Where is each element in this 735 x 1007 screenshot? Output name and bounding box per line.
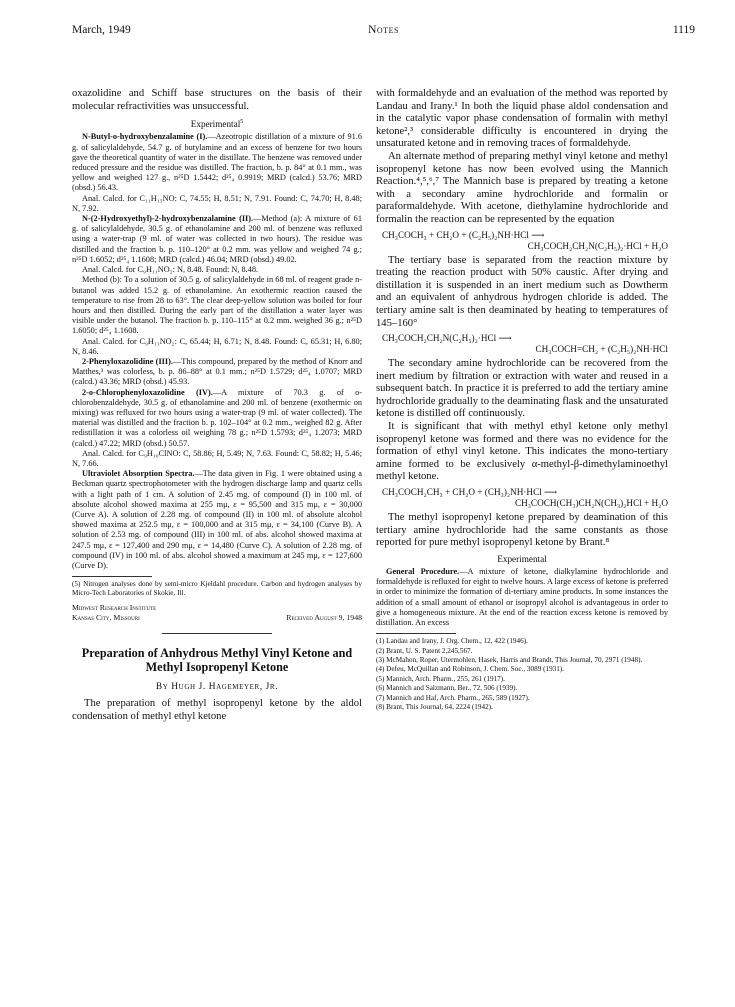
compound-iii-paragraph: 2-Phenyloxazolidine (III).—This compound, prepared by the method of Knorr and Matthes,³ was colorless, b. p. 86–88° at 0.1 mm.; n²⁵D 1.5729; d²⁵₄ 1.0707; MRD (calcd.) 43.36; MRD (obsd.) 45.93.	[72, 356, 362, 387]
body-paragraph-2: An alternate method of preparing methyl vinyl ketone and methyl isopropenyl ketone has now been evolved using the Mannich Reaction.⁴,⁵,⁶,⁷ The Mannich base is prepared by treating a ketone with a secondary amine hydrochloride and formalin or paraformaldehyde. With acetone, diethylamine hydrochloride and formalin the reaction can be represented by the equation	[376, 150, 668, 225]
reference-item: (6) Mannich and Salzmann, Ber., 72, 506 (1939).	[376, 684, 518, 693]
body-paragraph-3: The tertiary base is separated from the reaction mixture by treating the reaction product with 50% caustic. After drying and distillation it is suspended in an inert medium such as Dowtherm and an equivalent of anhydrous hydrogen chloride is added. The tertiary amine salt is then deaminated by heating to temperatures of 145–160°	[376, 254, 668, 329]
footnote-divider	[72, 576, 152, 577]
reference-item: (8) Brant, This Journal, 64, 2224 (1942).	[376, 703, 493, 712]
experimental-heading-2: Experimental	[497, 553, 547, 564]
body-paragraph-4: The secondary amine hydrochloride can be recovered from the inert medium by filtration or extraction with water and reused in a subsequent batch. In practice it is preferred to add the tertiary amine hydrochloride gradually to the deaminating flask and the unsaturated ketone is distilled off continuously.	[376, 358, 668, 420]
received-date: Received August 9, 1948	[286, 612, 362, 622]
references-list	[376, 637, 668, 712]
general-procedure-paragraph: General Procedure.—A mixture of ketone, dialkylamine hydrochloride and formaldehyde is refluxed for eight to twelve hours. A large excess of ketone is preferred in order to minimize the formation of di-tertiary amine products. In some instances the addition of a small amount of ethanol or isopropyl alcohol is advantageous in order to give a homogeneous mixture. At the end of the reaction excess ketone is removed by distillation. An excess	[376, 567, 668, 628]
affiliation-block	[72, 603, 362, 623]
uv-spectra-paragraph: Ultraviolet Absorption Spectra.—The data given in Fig. 1 were obtained using a Beckman quartz spectrophotometer with the hydrogen discharge lamp and quartz cells with a light path of 1 cm. A solution of 2.45 mg. of compound (I) in 100 ml. of absolute alcohol showed maxima at 255 mμ, ε = 95,500 and 315 mμ, ε = 30,000 (Curve A). A solution of 2.28 mg. of compound (II) in 100 ml. of absolute alcohol showed maxima at 252.5 mμ, ε = 100,000 and at 315 mμ, ε = 34,100 (Curve B). A solution of 2.53 mg. of compound (III) in 100 ml. of abs. alcohol showed maxima at 247.5 mμ, ε = 127,400 and 290 mμ, ε = 14,480 (Curve C). A solution of 2.28 mg. of compound (IV) in 100 ml. of abs. alcohol showed a maximum at 245 mμ, ε = 127,600 (Curve D).	[72, 469, 362, 570]
header-page-number: 1119	[672, 24, 695, 36]
compound-ii-method-b-analysis: Anal. Calcd. for C₉H₁₁NO₂: C, 65.44; H, 6.71; N, 8.48. Found: C, 65.31; H, 6.80; N, 8.46.	[72, 336, 362, 356]
intro-paragraph: oxazolidine and Schiff base structures on the basis of their molecular refractivities was unsuccessful.	[72, 88, 362, 112]
article-opening: The preparation of methyl isopropenyl ketone by the aldol condensation of methyl ethyl ketone	[72, 698, 362, 722]
reference-item: (2) Brant, U. S. Patent 2,245,567.	[376, 646, 473, 655]
body-paragraph-5: It is significant that with methyl ethyl ketone only methyl isopropenyl ketone was formed and there was no evidence for the formation of ethyl vinyl ketone. This indicates the mono-tertiary amine formed to be exclusively α-methyl-β-dimethylaminoethyl methyl ketone.	[376, 421, 668, 483]
reference-item: (1) Landau and Irany, J. Org. Chem., 12, 422 (1946).	[376, 637, 528, 646]
reference-item: (4) Defeu, McQuillan and Robinson, J. Chem. Soc., 3089 (1931).	[376, 665, 565, 674]
article-title: Preparation of Anhydrous Methyl Vinyl Ketone and Methyl Isopropenyl Ketone	[81, 646, 353, 675]
article-divider	[162, 633, 272, 634]
compound-ii-method-b: Method (b): To a solution of 30.5 g. of salicylaldehyde in 68 ml. of reagent grade n-butanol was added 15.2 g. of ethanolamine. An exothermic reaction caused the temperature to rise from 28 to 63°. The clear deep-yellow solution was boiled for four hours and then distilled. During the early part of the distillation a water layer was visible under the butanol. The fraction b. p. 110–115° at 0.2 mm. weighed 36 g.; n²⁵D 1.6050; d²⁵₄ 1.1608.	[72, 275, 362, 336]
equation-2: CH₃COCH₂CH₂N(C₂H₅)₂·HCl ⟶ CH₃COCH=CH₂ + (C₂H₅)₂NH·HCl	[382, 333, 668, 355]
running-head	[72, 24, 695, 44]
reference-item: (7) Mannich and Haf, Arch. Pharm., 265, 589 (1927).	[376, 693, 530, 702]
compound-ii-analysis: Anal. Calcd. for C₉H₁₁NO₂: N, 8.48. Found: N, 8.48.	[82, 265, 259, 275]
compound-i-paragraph: N-Butyl-o-hydroxybenzalamine (I).—Azeotropic distillation of a mixture of 91.6 g. of salicylaldehyde, 54.7 g. of butylamine and an excess of benzene for two hours gave the theoretical quantity of water in the distillate. The benzene was removed under reduced pressure and the residue was distilled. The fraction, b. p. 84° at 0.1 mm., was yellow and weighed 127 g., n²⁵D 1.5442; d²⁵₄ 0.9919; MRD (calcd.) 53.76; MRD (obsd.) 56.43.	[72, 132, 362, 193]
references-divider	[376, 633, 456, 634]
compound-i-analysis: Anal. Calcd. for C₁₁H₁₅NO: C, 74.55; H, 8.51; N, 7.91. Found: C, 74.70; H, 8.48; N, 7.92.	[72, 193, 362, 213]
header-date: March, 1949	[72, 24, 131, 36]
experimental-section	[72, 132, 362, 571]
body-paragraph-6: The methyl isopropenyl ketone prepared by deamination of this tertiary amine hydrochloride had the same constants as those reported for pure methyl isopropenyl ketone by Brant.⁸	[376, 512, 668, 549]
footnote-5: (5) Nitrogen analyses done by semi-micro Kjeldahl procedure. Carbon and hydrogen analyses by Micro-Tech Laboratories of Skokie, Ill.	[72, 580, 362, 597]
compound-iv-analysis: Anal. Calcd. for C₉H₁₀ClNO: C, 58.86; H, 5.49; N, 7.63. Found: C, 58.82; H, 5.46; N, 7.66.	[72, 448, 362, 468]
body-paragraph-1: with formaldehyde and an evaluation of the method was reported by Landau and Irany.¹ In both the liquid phase aldol condensation and in the catalytic vapor phase condensation of formalin with methyl ketone²,³ considerable difficulty is encountered in drying the unsaturated ketone and in removing traces of formaldehyde.	[376, 88, 668, 150]
article-byline: By Hugh J. Hagemeyer, Jr.	[155, 682, 279, 693]
reference-item: (3) McMahon, Roper, Utermohlen, Hasek, Harris and Brandt, This Journal, 70, 2971 (1948).	[376, 656, 643, 665]
affiliation-city: Kansas City, Missouri	[72, 612, 140, 622]
compound-iv-paragraph: 2-o-Chlorophenyloxazolidine (IV).—A mixture of 70.3 g. of o-chlorobenzaldehyde, 30.5 g. of ethanolamine and 200 ml. of benzene (exothermic on mixing) was refluxed for two hours using a water-trap (9 ml. of water collected). The material was distilled and the fraction b. p. 102–104° at 0.2 mm., weighed 82 g. After redistillation it was a colorless oil weighing 78 g.; n²⁵D 1.5793; d²⁵₄ 1.2073; MRD (calcd.) 47.22; MRD (obsd.) 50.57.	[72, 387, 362, 448]
right-column	[376, 88, 668, 712]
reference-item: (5) Mannich, Arch. Pharm., 255, 261 (1917).	[376, 674, 505, 683]
equation-1: CH₃COCH₃ + CH₂O + (C₂H₅)₂NH·HCl ⟶ CH₃COCH₂CH₂N(C₂H₅)₂·HCl + H₂O	[382, 229, 668, 251]
experimental-heading: Experimental$^5$	[190, 119, 244, 130]
affiliation-institute: Midwest Research Institute	[72, 602, 157, 612]
left-column	[72, 88, 362, 724]
compound-ii-paragraph: N-(2-Hydroxyethyl)-2-hydroxybenzalamine (II).—Method (a): A mixture of 61 g. of salicylaldehyde, 30.5 g. of ethanolamine and 200 ml. of benzene was refluxed using a water-trap (9 ml. of water was collected in two hours). The residue was distilled and the fraction b. p. 110–120° at 0.2 mm. was yellow and weighed 74 g.; n²⁵D 1.6052; d²⁵₄ 1.1608; MRD (calcd.) 46.04; MRD (obsd.) 49.02.	[72, 214, 362, 264]
equation-3: CH₃COCH₂CH₃ + CH₂O + (CH₃)₂NH·HCl ⟶ CH₃COCH(CH₃)CH₂N(CH₃)₂HCl + H₂O	[382, 487, 668, 509]
header-section: Notes	[368, 24, 399, 36]
